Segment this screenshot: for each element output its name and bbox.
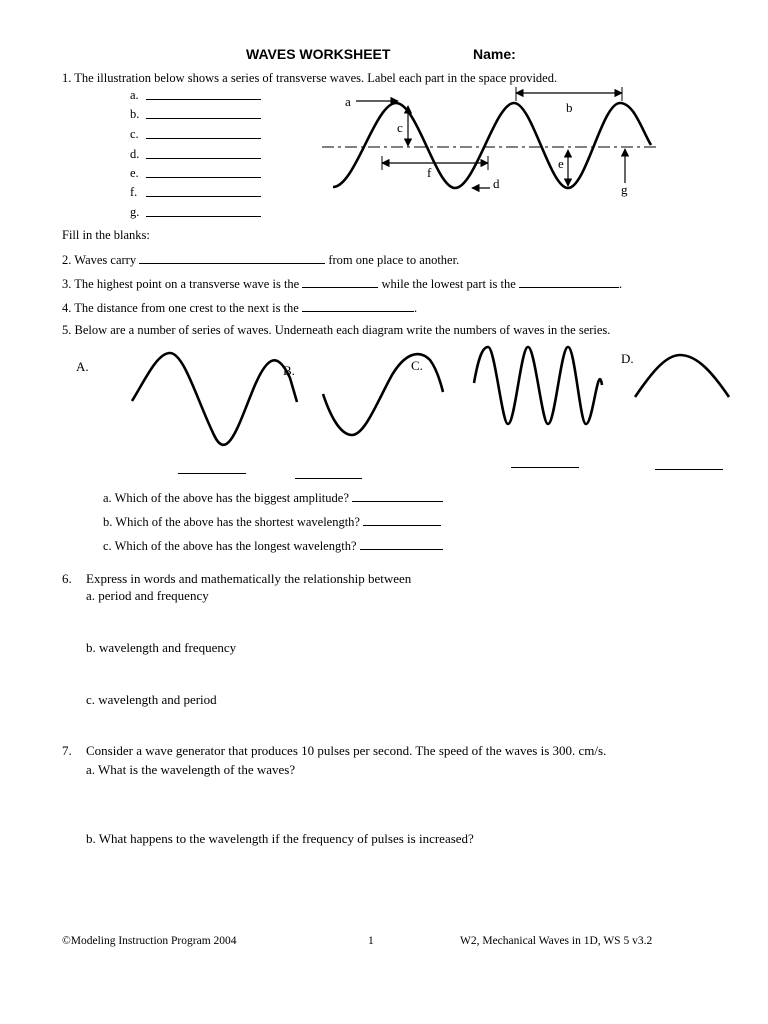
wave-a-count-blank[interactable]	[178, 473, 246, 474]
q3-text-pre: 3. The highest point on a transverse wave is the	[62, 277, 300, 291]
fill-heading: Fill in the blanks:	[62, 228, 150, 242]
footer-doc-id: W2, Mechanical Waves in 1D, WS 5 v3.2	[460, 935, 653, 947]
q5b-line	[103, 514, 441, 529]
footer-copyright: ©Modeling Instruction Program 2004	[62, 935, 237, 947]
worksheet-title: WAVES WORKSHEET	[246, 46, 391, 62]
wave-b-count-blank[interactable]	[295, 478, 362, 479]
diagram-label-d: d	[493, 176, 500, 191]
diagram-label-c: c	[397, 120, 403, 135]
q1-prompt: 1. The illustration below shows a series of transverse waves. Label each part in the space provided.	[62, 71, 558, 85]
q6c-text: c. wavelength and period	[86, 692, 217, 707]
q1-item-e-label: e.	[130, 166, 139, 180]
q6a-text: a. period and frequency	[86, 588, 209, 603]
diagram-label-e: e	[558, 156, 564, 171]
wave-series-c	[323, 354, 443, 435]
q1-item-a-label: a.	[130, 88, 139, 102]
q3-text-post: .	[618, 277, 623, 291]
q5a-line	[103, 490, 443, 505]
q1-item-g-label: g.	[130, 205, 140, 219]
wave-d-count-blank[interactable]	[655, 469, 723, 470]
q1-item-d-label: d.	[130, 147, 140, 161]
diagram-label-b: b	[566, 100, 573, 115]
wave-label-b: B.	[283, 363, 295, 378]
q5c-text: c. Which of the above has the longest wavelength?	[103, 539, 357, 553]
wave-series-d	[635, 355, 729, 397]
q5b-blank[interactable]	[363, 514, 441, 526]
q5-prompt: 5. Below are a number of series of waves. Underneath each diagram write the numbers of waves in the series.	[62, 323, 611, 337]
wave-label-d: D.	[621, 351, 634, 366]
q5b-text: b. Which of the above has the shortest wavelength?	[103, 515, 360, 529]
wave-label-a: A.	[76, 359, 89, 374]
wave-label-c: C.	[411, 358, 423, 373]
q6-prompt: Express in words and mathematically the relationship between	[86, 571, 412, 586]
q5c-line	[103, 538, 443, 553]
name-label: Name:	[473, 46, 516, 62]
diagram-label-g: g	[621, 182, 628, 197]
q1-item-b-label: b.	[130, 107, 140, 121]
wave-series-b	[474, 347, 602, 424]
q7-prompt: Consider a wave generator that produces 10 pulses per second. The speed of the waves is 300. cm/s.	[86, 743, 607, 758]
q2-text-pre: 2. Waves carry	[62, 253, 137, 267]
diagram-label-f: f	[427, 165, 432, 180]
q7-number: 7.	[62, 743, 72, 758]
q4-text-post: .	[413, 301, 418, 315]
footer-page-number: 1	[368, 935, 374, 947]
q6b-text: b. wavelength and frequency	[86, 640, 237, 655]
q5a-blank[interactable]	[352, 490, 443, 502]
q1-item-c-label: c.	[130, 127, 139, 141]
q5a-text: a. Which of the above has the biggest amplitude?	[103, 491, 349, 505]
q7a-text: a. What is the wavelength of the waves?	[86, 762, 296, 777]
q5c-blank[interactable]	[360, 538, 443, 550]
q7b-text: b. What happens to the wavelength if the frequency of pulses is increased?	[86, 831, 474, 846]
q3-text-mid: while the lowest part is the	[381, 277, 516, 291]
wave-c-count-blank[interactable]	[511, 467, 579, 468]
q2-text-post: from one place to another.	[328, 253, 460, 267]
wave-series-a	[132, 353, 297, 445]
q6-number: 6.	[62, 571, 72, 586]
q4-text-pre: 4. The distance from one crest to the next is the	[62, 301, 299, 315]
q1-item-f-label: f.	[130, 185, 138, 199]
diagram-label-a: a	[345, 94, 351, 109]
